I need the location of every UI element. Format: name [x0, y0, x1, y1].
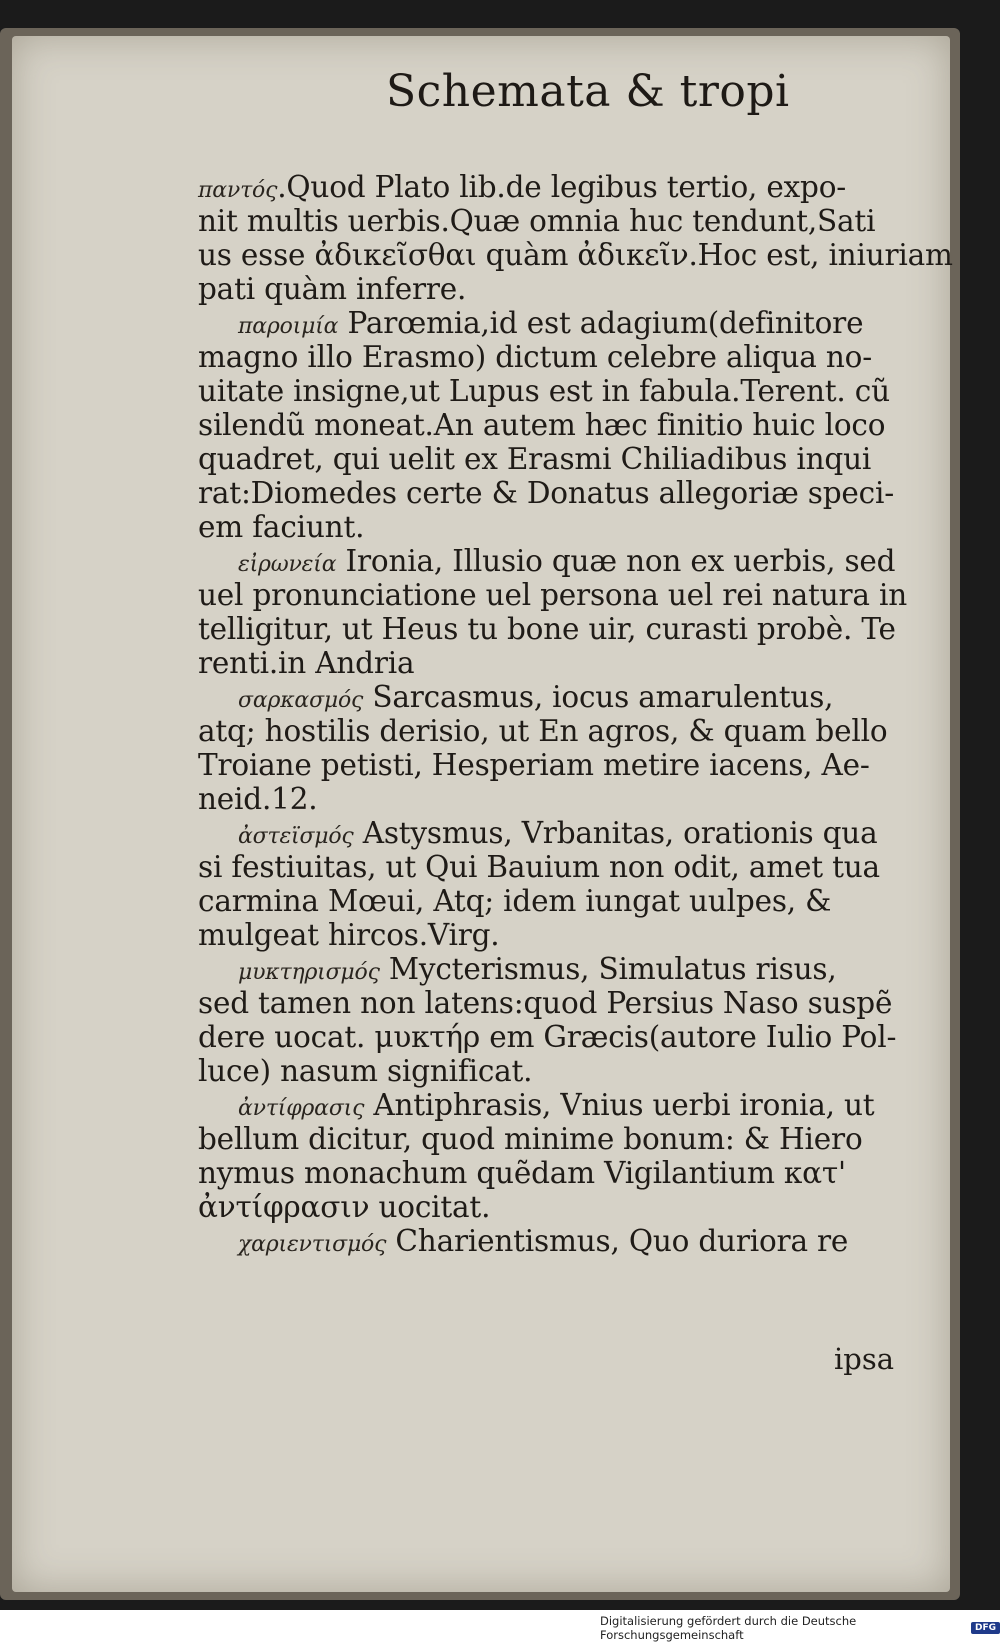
line-text: nymus monachum quẽdam Vigilantium κατ' — [198, 1156, 846, 1190]
text-line — [198, 680, 914, 714]
text-line — [198, 306, 914, 340]
line-text: atq; hostilis derisio, ut En agros, & quam bello — [198, 714, 888, 748]
dfg-logo-icon: DFG — [971, 1622, 1000, 1634]
greek-term: παροιμία — [238, 314, 339, 339]
greek-term: παντός — [198, 178, 278, 203]
credit-text: Digitalisierung gefördert durch die Deutsche Forschungsgemeinschaft — [600, 1614, 857, 1642]
line-text: .Quod Plato lib.de legibus tertio, expo- — [277, 170, 847, 204]
body-text — [198, 170, 953, 1258]
line-text: mulgeat hircos.Virg. — [198, 918, 500, 952]
line-text: quadret, qui uelit ex Erasmi Chiliadibus inqui — [198, 442, 872, 476]
greek-term: ἀστεϊσμός — [238, 824, 354, 849]
running-head: Schemata & tropi — [386, 66, 790, 117]
line-text: em faciunt. — [198, 510, 365, 544]
digitization-credit — [600, 1614, 1000, 1642]
line-text: Charientismus, Quo duriora re — [386, 1224, 849, 1258]
text-line — [198, 986, 914, 1020]
line-text: uel pronunciatione uel persona uel rei natura in — [198, 578, 908, 612]
text-line — [198, 238, 953, 272]
text-line — [198, 408, 914, 442]
text-line — [198, 782, 914, 816]
line-text: luce) nasum significat. — [198, 1054, 533, 1088]
text-line — [198, 646, 914, 680]
text-line — [198, 1054, 914, 1088]
text-line — [198, 1156, 914, 1190]
text-line — [198, 1190, 914, 1224]
line-text: telligitur, ut Heus tu bone uir, curasti probè. Te — [198, 612, 896, 646]
line-text: Antiphrasis, Vnius uerbi ironia, ut — [364, 1088, 875, 1122]
text-line — [198, 714, 914, 748]
line-text: nit multis uerbis.Quæ omnia huc tendunt,Sati — [198, 204, 876, 238]
text-line — [198, 510, 914, 544]
line-text: bellum dicitur, quod minime bonum: & Hiero — [198, 1122, 863, 1156]
line-text: magno illo Erasmo) dictum celebre aliqua no- — [198, 340, 872, 374]
catchword: ipsa — [834, 1342, 895, 1376]
text-line — [198, 952, 914, 986]
greek-term: σαρκασμός — [238, 688, 364, 713]
text-line — [198, 1020, 914, 1054]
line-text: si festiuitas, ut Qui Bauium non odit, amet tua — [198, 850, 880, 884]
text-line — [198, 1122, 914, 1156]
line-text: Astysmus, Vrbanitas, orationis qua — [353, 816, 878, 850]
line-text: rat:Diomedes certe & Donatus allegoriæ speci- — [198, 476, 895, 510]
text-line — [198, 374, 914, 408]
greek-term: χαριεντισμός — [238, 1232, 387, 1257]
line-text: pati quàm inferre. — [198, 272, 467, 306]
line-text: Mycterismus, Simulatus risus, — [379, 952, 837, 986]
line-text: ἀντίφρασιν uocitat. — [198, 1190, 491, 1224]
greek-term: ἀντίφρασις — [238, 1096, 365, 1121]
text-line — [198, 442, 914, 476]
text-line — [198, 1088, 914, 1122]
text-line — [198, 816, 914, 850]
text-line — [198, 340, 914, 374]
line-text: us esse ἀδικεῖσθαι quàm ἀδικεῖν.Hoc est, iniuriam — [198, 238, 953, 272]
greek-term: εἰρωνεία — [238, 552, 337, 577]
text-line — [198, 884, 914, 918]
line-text: uitate insigne,ut Lupus est in fabula.Terent. cũ — [198, 374, 890, 408]
line-text: carmina Mœui, Atq; idem iungat uulpes, & — [198, 884, 832, 918]
greek-term: μυκτηρισμός — [238, 960, 380, 985]
line-text: neid.12. — [198, 782, 318, 816]
text-line — [198, 204, 914, 238]
text-line — [198, 612, 914, 646]
line-text: Ironia, Illusio quæ non ex uerbis, sed — [336, 544, 896, 578]
line-text: dere uocat. μυκτήρ em Græcis(autore Iulio Pol- — [198, 1020, 897, 1054]
text-line — [198, 544, 914, 578]
line-text: Troiane petisti, Hesperiam metire iacens, Ae- — [198, 748, 870, 782]
text-line — [198, 748, 914, 782]
text-line — [198, 1224, 914, 1258]
text-line — [198, 170, 914, 204]
text-line — [198, 476, 914, 510]
line-text: silendũ moneat.An autem hæc finitio huic loco — [198, 408, 886, 442]
text-line — [198, 578, 914, 612]
line-text: Sarcasmus, iocus amarulentus, — [363, 680, 834, 714]
text-line — [198, 850, 914, 884]
line-text: renti.in Andria — [198, 646, 415, 680]
text-line — [198, 918, 914, 952]
text-line — [198, 272, 914, 306]
line-text: Parœmia,id est adagium(definitore — [338, 306, 864, 340]
line-text: sed tamen non latens:quod Persius Naso suspẽ — [198, 986, 893, 1020]
